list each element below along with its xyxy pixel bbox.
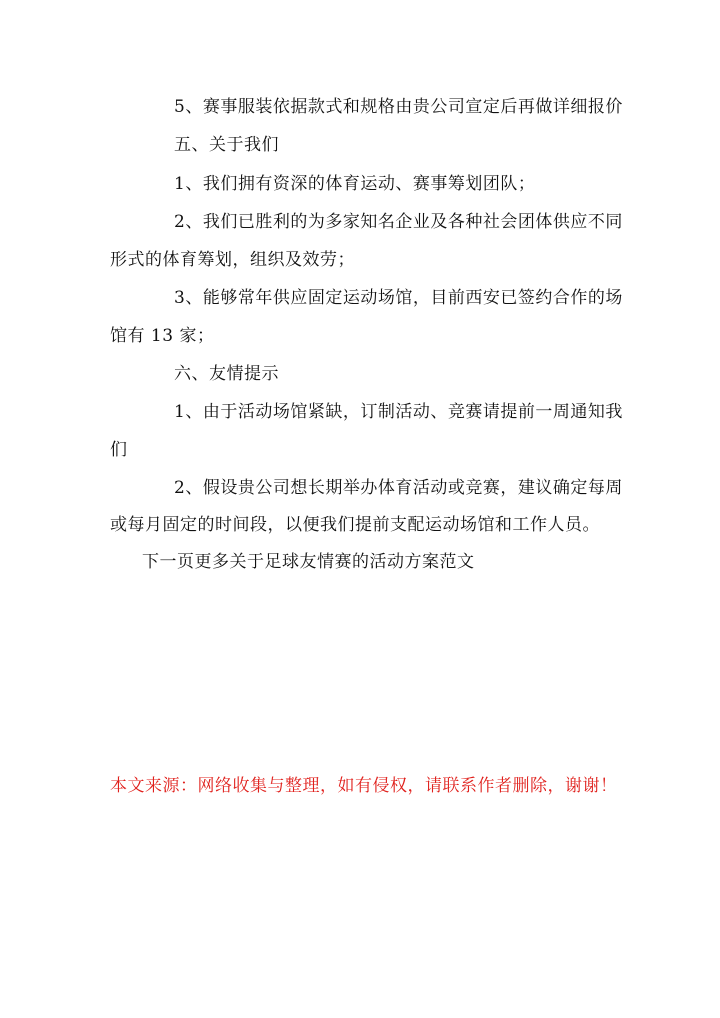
next-page-link-text: 下一页更多关于足球友情赛的活动方案范文 [142,552,475,572]
paragraph-about-2-line2: 形式的体育筹划，组织及效劳； [110,250,355,270]
paragraph-about-1: 1、我们拥有资深的体育运动、赛事筹划团队； [174,174,536,194]
paragraph-tips-1-line2: 们 [110,440,128,460]
paragraph-tips-1-line1: 1、由于活动场馆紧缺，订制活动、竞赛请提前一周通知我 [174,402,623,422]
section-heading-about-us: 五、关于我们 [174,135,279,155]
paragraph-about-3-line2: 馆有 13 家； [110,326,215,346]
section-heading-tips: 六、友情提示 [174,364,279,384]
paragraph-item-5-uniform: 5、赛事服装依据款式和规格由贵公司宣定后再做详细报价 [174,97,623,117]
paragraph-about-2-line1: 2、我们已胜利的为多家知名企业及各种社会团体供应不同 [174,212,623,232]
paragraph-tips-2-line2: 或每月固定的时间段，以便我们提前支配运动场馆和工作人员。 [110,515,600,535]
paragraph-tips-2-line1: 2、假设贵公司想长期举办体育活动或竞赛，建议确定每周 [174,478,623,498]
paragraph-about-3-line1: 3、能够常年供应固定运动场馆，目前西安已签约合作的场 [174,288,623,308]
source-notice: 本文来源：网络收集与整理，如有侵权，请联系作者删除，谢谢！ [110,776,618,796]
